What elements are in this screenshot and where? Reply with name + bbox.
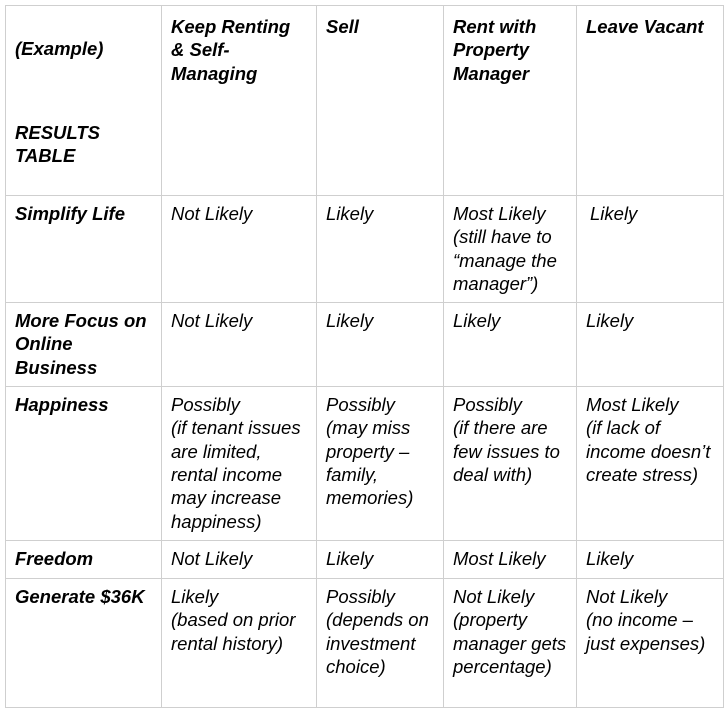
table-cell: Not Likely: [162, 303, 317, 387]
table-cell: Likely: [577, 541, 724, 579]
table-cell: Likely: [317, 303, 444, 387]
table-cell: Not Likely (property manager gets percentage): [444, 579, 577, 708]
table-cell: Most Likely (still have to “manage the manager”): [444, 196, 577, 303]
table-cell: Likely: [444, 303, 577, 387]
table-row: [6, 387, 724, 541]
corner-title: RESULTS TABLE: [15, 122, 100, 167]
table-cell: Likely: [317, 196, 444, 303]
table-cell: Likely: [317, 541, 444, 579]
table-cell: Possibly (depends on investment choice): [317, 579, 444, 708]
table-cell: Most Likely: [444, 541, 577, 579]
row-label-happiness: Happiness: [6, 387, 162, 541]
results-table: [5, 5, 724, 708]
column-header-sell: Sell: [317, 6, 444, 196]
column-header-keep-renting: Keep Renting & Self-Managing: [162, 6, 317, 196]
table-cell: Likely: [577, 303, 724, 387]
header-row: [6, 6, 724, 196]
column-header-property-manager: Rent with Property Manager: [444, 6, 577, 196]
row-label-simplify-life: Simplify Life: [6, 196, 162, 303]
table-cell: Likely: [577, 196, 724, 303]
table-corner-label: [6, 6, 162, 196]
table-cell: Possibly (may miss property – family, memories): [317, 387, 444, 541]
row-label-freedom: Freedom: [6, 541, 162, 579]
table-row: [6, 579, 724, 708]
table-row: [6, 541, 724, 579]
table-cell: Not Likely: [162, 541, 317, 579]
corner-example-label: (Example): [15, 38, 104, 60]
table-cell: Most Likely (if lack of income doesn’t create stress): [577, 387, 724, 541]
table-row: [6, 303, 724, 387]
table-row: [6, 196, 724, 303]
row-label-generate-36k: Generate $36K: [6, 579, 162, 708]
table-cell: Possibly (if there are few issues to deal with): [444, 387, 577, 541]
table-cell: Possibly (if tenant issues are limited, rental income may increase happiness): [162, 387, 317, 541]
table-cell: Not Likely: [162, 196, 317, 303]
table-cell: Not Likely (no income – just expenses): [577, 579, 724, 708]
column-header-leave-vacant: Leave Vacant: [577, 6, 724, 196]
row-label-online-business: More Focus on Online Business: [6, 303, 162, 387]
table-cell: Likely (based on prior rental history): [162, 579, 317, 708]
